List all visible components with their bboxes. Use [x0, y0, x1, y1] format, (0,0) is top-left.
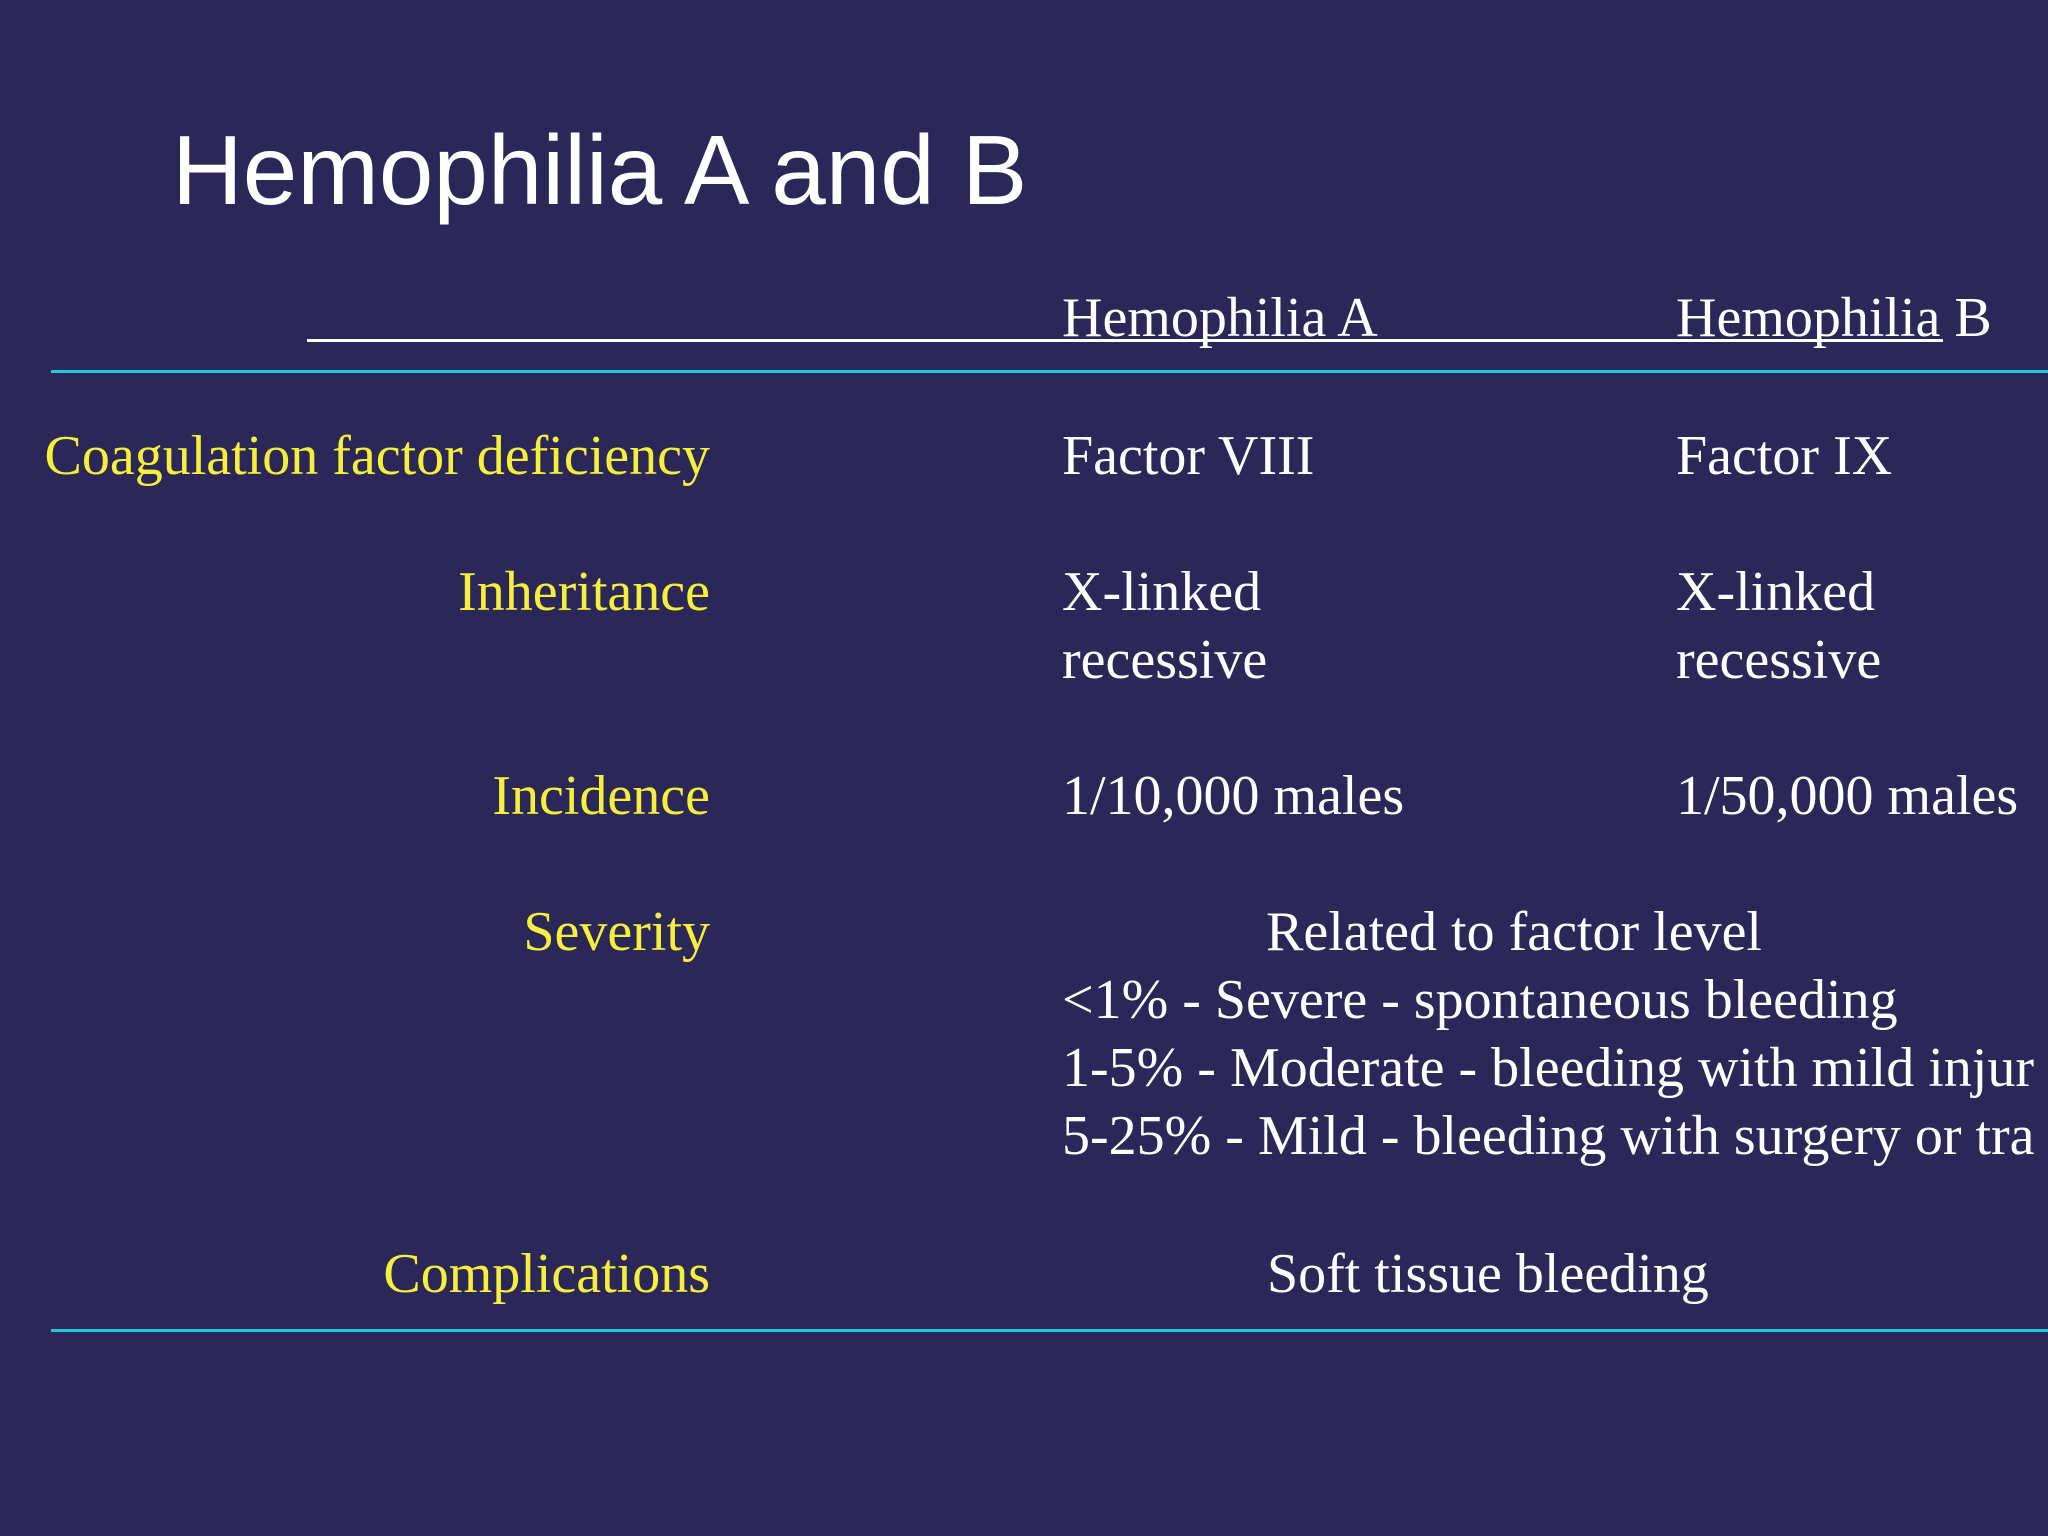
cell-severity-line-2: 1-5% - Moderate - bleeding with mild injur [1062, 1037, 2034, 1099]
cell-deficiency-a: Factor VIII [1062, 425, 1315, 487]
cell-inheritance-b: X-linked recessive [1676, 561, 1882, 691]
column-header-hemophilia-a: Hemophilia A [1062, 287, 1378, 349]
cell-severity-line-3: 5-25% - Mild - bleeding with surgery or tra [1062, 1105, 2035, 1167]
row-label-inheritance: Inheritance [458, 561, 710, 623]
cell-incidence-b: 1/50,000 males [1676, 765, 2019, 827]
bottom-rule [51, 1329, 2048, 1332]
cell-inheritance-a: X-linked recessive [1062, 561, 1268, 691]
row-label-severity: Severity [523, 901, 710, 963]
row-label-deficiency: Coagulation factor deficiency [44, 425, 710, 487]
cell-complications: Soft tissue bleeding [1267, 1243, 1709, 1305]
row-label-incidence: Incidence [492, 765, 710, 827]
cell-deficiency-b: Factor IX [1676, 425, 1893, 487]
top-rule [51, 370, 2048, 373]
column-header-hemophilia-b: Hemophilia B [1676, 287, 1992, 349]
cell-severity-heading: Related to factor level [1266, 901, 1762, 963]
slide-title: Hemophilia A and B [172, 115, 1028, 225]
cell-incidence-a: 1/10,000 males [1062, 765, 1405, 827]
cell-severity-line-1: <1% - Severe - spontaneous bleeding [1062, 969, 1898, 1031]
row-label-complications: Complications [383, 1243, 710, 1305]
